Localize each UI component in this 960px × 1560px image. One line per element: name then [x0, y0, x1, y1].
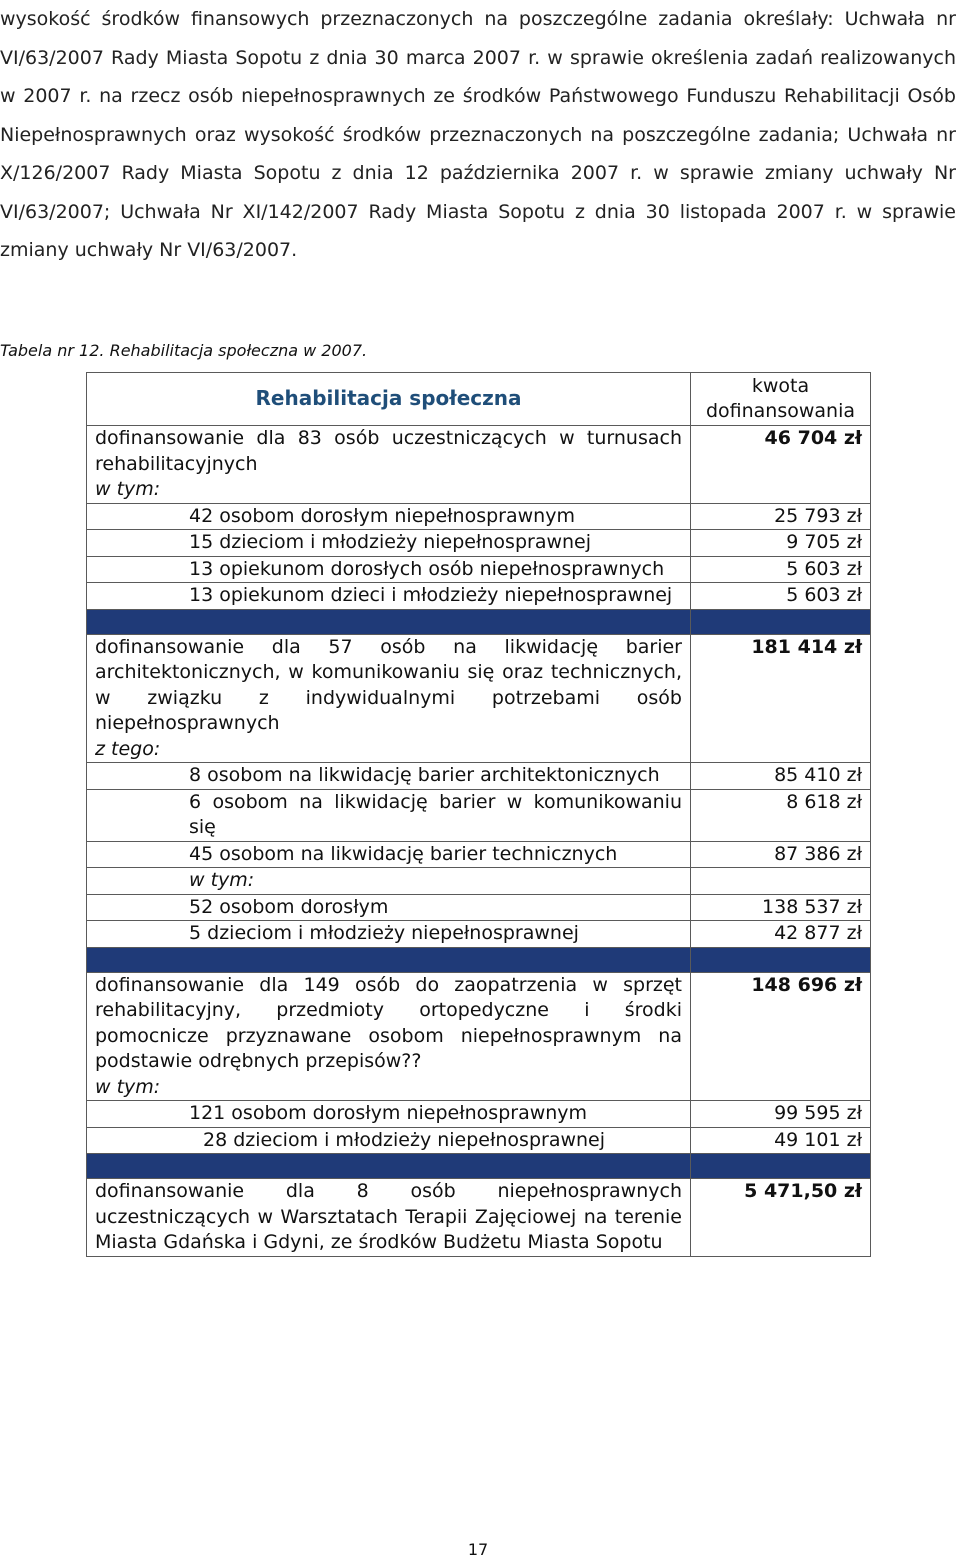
separator-band-cell — [691, 1154, 871, 1179]
sub-amount-cell: 25 793 zł — [691, 503, 871, 530]
sub-amount-cell: 42 877 zł — [691, 921, 871, 948]
sub-amount-cell: 8 618 zł — [691, 789, 871, 841]
table-row-main — [87, 634, 871, 763]
main-description-cell — [87, 634, 691, 763]
separator-band-cell — [87, 947, 691, 972]
separator-band-cell — [87, 1154, 691, 1179]
sub-description-cell: 28 dzieciom i młodzieży niepełnosprawnej — [87, 1127, 691, 1154]
main-description-text: dofinansowanie dla 57 osób na likwidację barier architektonicznych, w komunikowaniu się oraz technicznych, w związku z indywidualnymi potrzebami osób niepełnosprawnych — [95, 635, 682, 734]
main-amount-cell: 46 704 zł — [691, 426, 871, 504]
main-amount-cell: 148 696 zł — [691, 972, 871, 1101]
main-description-text: dofinansowanie dla 8 osób niepełnosprawnych uczestniczących w Warsztatach Terapii Zajęciowej na terenie Miasta Gdańska i Gdyni, ze środków Budżetu Miasta Sopotu — [95, 1180, 682, 1253]
table-row-sub — [87, 556, 871, 583]
main-amount-cell: 181 414 zł — [691, 634, 871, 763]
table-row-main — [87, 1179, 871, 1257]
sub-amount-cell: 138 537 zł — [691, 894, 871, 921]
main-description-text: dofinansowanie dla 83 osób uczestniczących w turnusach rehabilitacyjnych — [95, 427, 682, 475]
main-description-note: z tego: — [95, 737, 161, 760]
main-description-cell — [87, 426, 691, 504]
table-row-sub — [87, 763, 871, 790]
sub-amount-cell: 85 410 zł — [691, 763, 871, 790]
sub-description-cell: 8 osobom na likwidację barier architektonicznych — [87, 763, 691, 790]
sub-amount-cell — [691, 868, 871, 895]
table-separator-row — [87, 947, 871, 972]
sub-description-cell: 52 osobom dorosłym — [87, 894, 691, 921]
sub-description-cell: w tym: — [87, 868, 691, 895]
table-row-sub — [87, 503, 871, 530]
table-row-sub — [87, 894, 871, 921]
table-separator-row — [87, 609, 871, 634]
main-amount-cell: 5 471,50 zł — [691, 1179, 871, 1257]
intro-paragraph: wysokość środków finansowych przeznaczonych na poszczególne zadania określały: Uchwała nr VI/63/2007 Rady Miasta Sopotu z dnia 30 marca 2007 r. w sprawie określenia zadań realizowanych w 2007 r. na rzecz osób niepełnosprawnych ze środków Państwowego Funduszu Rehabilitacji Osób Niepełnosprawnych oraz wysokość środków przeznaczonych na poszczególne zadania; Uchwała nr X/126/2007 Rady Miasta Sopotu z dnia 12 października 2007 r. w sprawie zmiany uchwały Nr VI/63/2007; Uchwała Nr XI/142/2007 Rady Miasta Sopotu z dnia 30 listopada 2007 r. w sprawie zmiany uchwały Nr VI/63/2007. — [0, 8, 956, 261]
sub-amount-cell: 5 603 zł — [691, 583, 871, 610]
page-number: 17 — [467, 1540, 489, 1559]
separator-band-cell — [691, 609, 871, 634]
sub-description-cell: 121 osobom dorosłym niepełnosprawnym — [87, 1101, 691, 1128]
table-row-main — [87, 426, 871, 504]
table-row-sub — [87, 841, 871, 868]
separator-band-cell — [87, 609, 691, 634]
sub-description-cell: 42 osobom dorosłym niepełnosprawnym — [87, 503, 691, 530]
table-body — [87, 373, 871, 1257]
table-row-sub — [87, 789, 871, 841]
table-row-sub — [87, 1127, 871, 1154]
table-header-amount: kwota dofinansowania — [691, 373, 871, 426]
main-description-cell — [87, 1179, 691, 1257]
sub-amount-cell: 9 705 zł — [691, 530, 871, 557]
table-row-sub — [87, 1101, 871, 1128]
table-row-sub — [87, 868, 871, 895]
sub-description-cell: 13 opiekunom dzieci i młodzieży niepełnosprawnej — [87, 583, 691, 610]
sub-amount-cell: 49 101 zł — [691, 1127, 871, 1154]
sub-description-cell: 45 osobom na likwidację barier technicznych — [87, 841, 691, 868]
main-description-cell — [87, 972, 691, 1101]
rehabilitation-table — [86, 372, 871, 1257]
table-row-main — [87, 972, 871, 1101]
main-description-note: w tym: — [95, 478, 161, 500]
sub-description-cell: 6 osobom na likwidację barier w komunikowaniu się — [87, 789, 691, 841]
table-caption: Tabela nr 12. Rehabilitacja społeczna w 2007. — [0, 341, 368, 360]
table-header-row — [87, 373, 871, 426]
sub-amount-cell: 5 603 zł — [691, 556, 871, 583]
table-row-sub — [87, 583, 871, 610]
table-header-title: Rehabilitacja społeczna — [87, 373, 691, 426]
table-row-sub — [87, 530, 871, 557]
separator-band-cell — [691, 947, 871, 972]
sub-amount-cell: 87 386 zł — [691, 841, 871, 868]
sub-description-cell: 13 opiekunom dorosłych osób niepełnosprawnych — [87, 556, 691, 583]
main-description-text: dofinansowanie dla 149 osób do zaopatrzenia w sprzęt rehabilitacyjny, przedmioty ortopedyczne i środki pomocnicze przyznawane osobom niepełnosprawnym na podstawie odrębnych przepisów?? — [95, 973, 682, 1072]
sub-description-cell: 15 dzieciom i młodzieży niepełnosprawnej — [87, 530, 691, 557]
main-description-note: w tym: — [95, 1075, 161, 1098]
table-row-sub — [87, 921, 871, 948]
table-separator-row — [87, 1154, 871, 1179]
sub-amount-cell: 99 595 zł — [691, 1101, 871, 1128]
sub-description-cell: 5 dzieciom i młodzieży niepełnosprawnej — [87, 921, 691, 948]
